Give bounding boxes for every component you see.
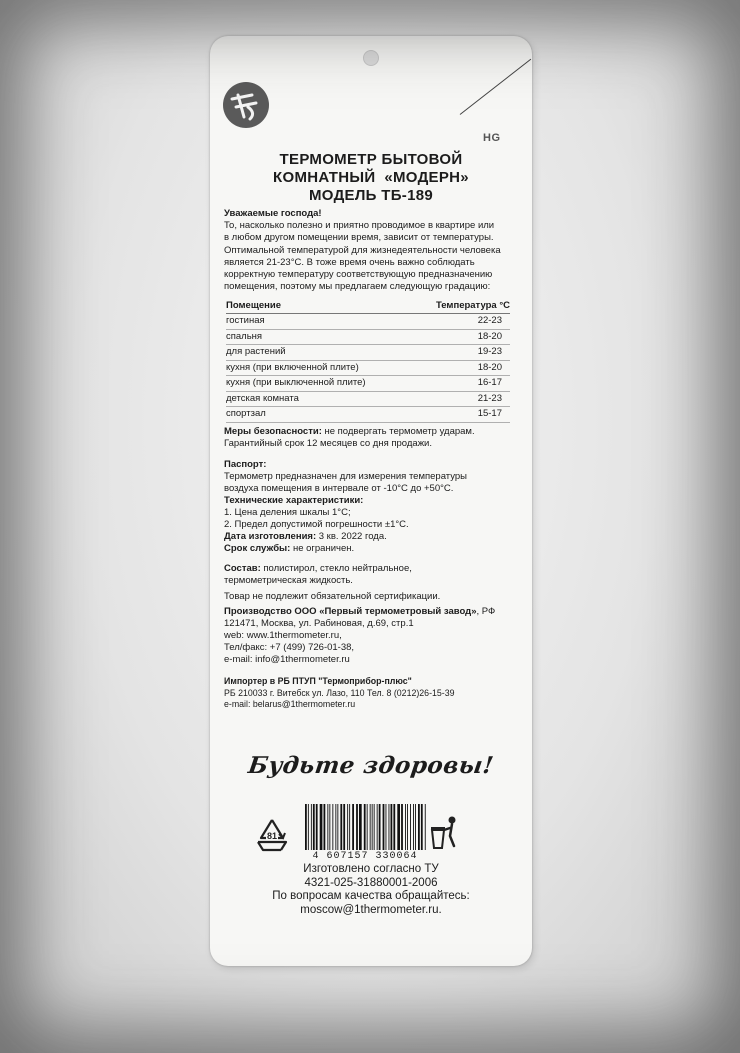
passport-line: воздуха помещения в интервале от -10°С до +50°С.	[224, 483, 454, 494]
barcode-bar	[415, 804, 416, 850]
barcode-bar	[401, 804, 403, 850]
barcode-bar	[407, 804, 408, 850]
composition-text: полистирол, стекло нейтральное,	[260, 563, 412, 574]
barcode-bar	[359, 804, 362, 850]
certification-note: Товар не подлежит обязательной сертификации.	[224, 591, 441, 602]
barcode-bar	[379, 804, 381, 850]
producer-web: web: www.1thermometer.ru,	[224, 630, 342, 641]
temperature-table	[226, 298, 510, 423]
producer-company: ООО «Первый термометровый завод»	[291, 606, 477, 617]
barcode-bar	[413, 804, 414, 850]
barcode-bar	[327, 804, 328, 850]
greeting: Уважаемые господа!	[224, 208, 322, 219]
hg-mark-text: HG	[483, 132, 501, 144]
table-row	[226, 392, 510, 408]
importer-name: Импортер в РБ ПТУП "Термоприбор-плюс"	[224, 676, 412, 686]
table-row	[226, 314, 510, 330]
column-header-temp: Температура °С	[435, 300, 510, 311]
barcode-bar	[377, 804, 378, 850]
producer-country: , РФ	[476, 606, 496, 617]
table-row	[226, 345, 510, 361]
product-title	[210, 151, 532, 205]
barcode-bar	[383, 804, 385, 850]
brand-logo-icon	[222, 81, 270, 129]
barcode-bar	[324, 804, 326, 850]
intro-line: в любом другом помещении время, зависит от температуры.	[224, 232, 494, 244]
warranty-text: Гарантийный срок 12 месяцев со дня продажи.	[224, 438, 433, 449]
barcode-bar	[332, 804, 333, 850]
barcode	[303, 804, 427, 850]
producer-address: 121471, Москва, ул. Рабиновая, д.69, стр.1	[224, 618, 414, 629]
title-line-3: МОДЕЛЬ ТБ-189	[309, 187, 433, 204]
barcode-bar	[367, 804, 368, 850]
room-cell: для растений	[226, 346, 286, 357]
life-value: не ограничен.	[290, 543, 355, 554]
footer-line-4: moscow@1thermometer.ru.	[300, 903, 442, 916]
room-cell: спортзал	[226, 408, 266, 419]
barcode-bar	[425, 804, 426, 850]
safety-text: не подвергать термометр ударам.	[321, 426, 475, 437]
barcode-bar	[356, 804, 358, 850]
barcode-bar	[410, 804, 411, 850]
intro-line: Оптимальной температурой для жизнедеятельности человека	[224, 244, 501, 256]
passport-section	[224, 459, 524, 555]
safety-label: Меры безопасности:	[224, 426, 322, 437]
intro-line: корректную температуру соответствующую предназначению	[224, 269, 493, 281]
barcode-bar	[372, 804, 373, 850]
barcode-bar	[405, 804, 406, 850]
footer-line-1: Изготовлено согласно ТУ	[303, 863, 439, 875]
temp-cell: 18-20	[477, 330, 502, 342]
safety-section	[224, 426, 524, 450]
table-header	[226, 298, 510, 314]
barcode-bar	[421, 804, 423, 850]
intro-text	[224, 208, 524, 293]
temp-cell: 18-20	[477, 361, 502, 373]
producer-phone: Тел/факс: +7 (499) 726-01-38,	[224, 642, 355, 653]
producer-label: Производство	[224, 606, 292, 617]
footer-line-3: По вопросам качества обращайтесь:	[272, 890, 470, 902]
barcode-bar	[313, 804, 315, 850]
trash-bin-disposal-icon	[428, 814, 462, 854]
specs-label: Технические характеристики:	[224, 495, 364, 506]
producer-email: e-mail: info@1thermometer.ru	[224, 654, 350, 665]
room-cell: гостиная	[226, 315, 265, 326]
made-label: Дата изготовления:	[224, 531, 317, 542]
barcode-bar	[374, 804, 375, 850]
importer-email: e-mail: belarus@1thermometer.ru	[224, 699, 356, 709]
hang-hole	[363, 50, 379, 66]
product-label-card	[210, 36, 532, 966]
made-value: 3 кв. 2022 года.	[316, 531, 387, 542]
temp-cell: 19-23	[477, 346, 502, 357]
barcode-bar	[349, 804, 350, 850]
room-cell: детская комната	[226, 392, 299, 404]
hg-diagonal-line	[460, 59, 532, 115]
barcode-bar	[418, 804, 420, 850]
room-cell: кухня (при выключенной плите)	[226, 377, 366, 388]
hg-mark	[450, 76, 530, 156]
room-cell: кухня (при включенной плите)	[226, 361, 359, 373]
composition-text-2: термометрическая жидкость.	[224, 575, 353, 586]
recycle-code: 81	[266, 831, 278, 841]
barcode-bar	[329, 804, 330, 850]
title-line-2: КОМНАТНЫЙ «МОДЕРН»	[273, 169, 469, 186]
barcode-bar	[308, 804, 309, 850]
importer-address: РБ 210033 г. Витебск ул. Лазо, 110 Тел. 8 (0212)26-15-39	[224, 687, 455, 698]
spec-item: 1. Цена деления шкалы 1°С;	[224, 507, 351, 518]
barcode-bar	[386, 804, 387, 850]
barcode-bar	[305, 804, 307, 850]
barcode-bar	[347, 804, 348, 850]
barcode-bar	[389, 804, 390, 850]
footer-text	[210, 863, 532, 917]
slogan: Будьте здоровы!	[246, 752, 496, 779]
barcode-bar	[393, 804, 395, 850]
producer-section	[224, 606, 524, 666]
recycle-icon	[252, 816, 292, 856]
table-row	[226, 361, 510, 377]
barcode-bar	[352, 804, 354, 850]
barcode-bar	[340, 804, 342, 850]
table-row	[226, 330, 510, 346]
barcode-bar	[397, 804, 400, 850]
temp-cell: 21-23	[477, 392, 502, 404]
table-row	[226, 376, 510, 392]
room-cell: спальня	[226, 330, 263, 342]
spec-item: 2. Предел допустимой погрешности ±1°С.	[224, 519, 409, 530]
barcode-bar	[311, 804, 312, 850]
intro-line: является 21-23°С. В тоже время очень важно соблюдать	[224, 256, 475, 268]
barcode-bar	[391, 804, 393, 850]
barcode-bar	[320, 804, 323, 850]
title-line-1: ТЕРМОМЕТР БЫТОВОЙ	[279, 151, 463, 168]
composition-label: Состав:	[224, 563, 261, 574]
footer-line-2: 4321-025-31880001-2006	[304, 876, 438, 889]
intro-line: помещения, поэтому мы предлагаем следующую градацию:	[224, 281, 491, 293]
table-row	[226, 407, 510, 423]
passport-label: Паспорт:	[224, 459, 267, 470]
barcode-bar	[335, 804, 336, 850]
barcode-bar	[316, 804, 318, 850]
barcode-bar	[364, 804, 366, 850]
temp-cell: 15-17	[477, 408, 502, 419]
temp-cell: 16-17	[477, 377, 502, 388]
barcode-bar	[370, 804, 371, 850]
composition-section	[224, 563, 524, 603]
column-header-room: Помещение	[226, 300, 281, 311]
life-label: Срок службы:	[224, 543, 291, 554]
barcode-bar	[343, 804, 345, 850]
temp-cell: 22-23	[477, 315, 502, 326]
passport-line: Термометр предназначен для измерения температуры	[224, 471, 467, 482]
importer-section	[224, 676, 524, 711]
barcode-number: 4 607157 330064	[312, 851, 418, 862]
barcode-bar	[337, 804, 338, 850]
intro-line: То, насколько полезно и приятно проводимое в квартире или	[224, 220, 495, 232]
